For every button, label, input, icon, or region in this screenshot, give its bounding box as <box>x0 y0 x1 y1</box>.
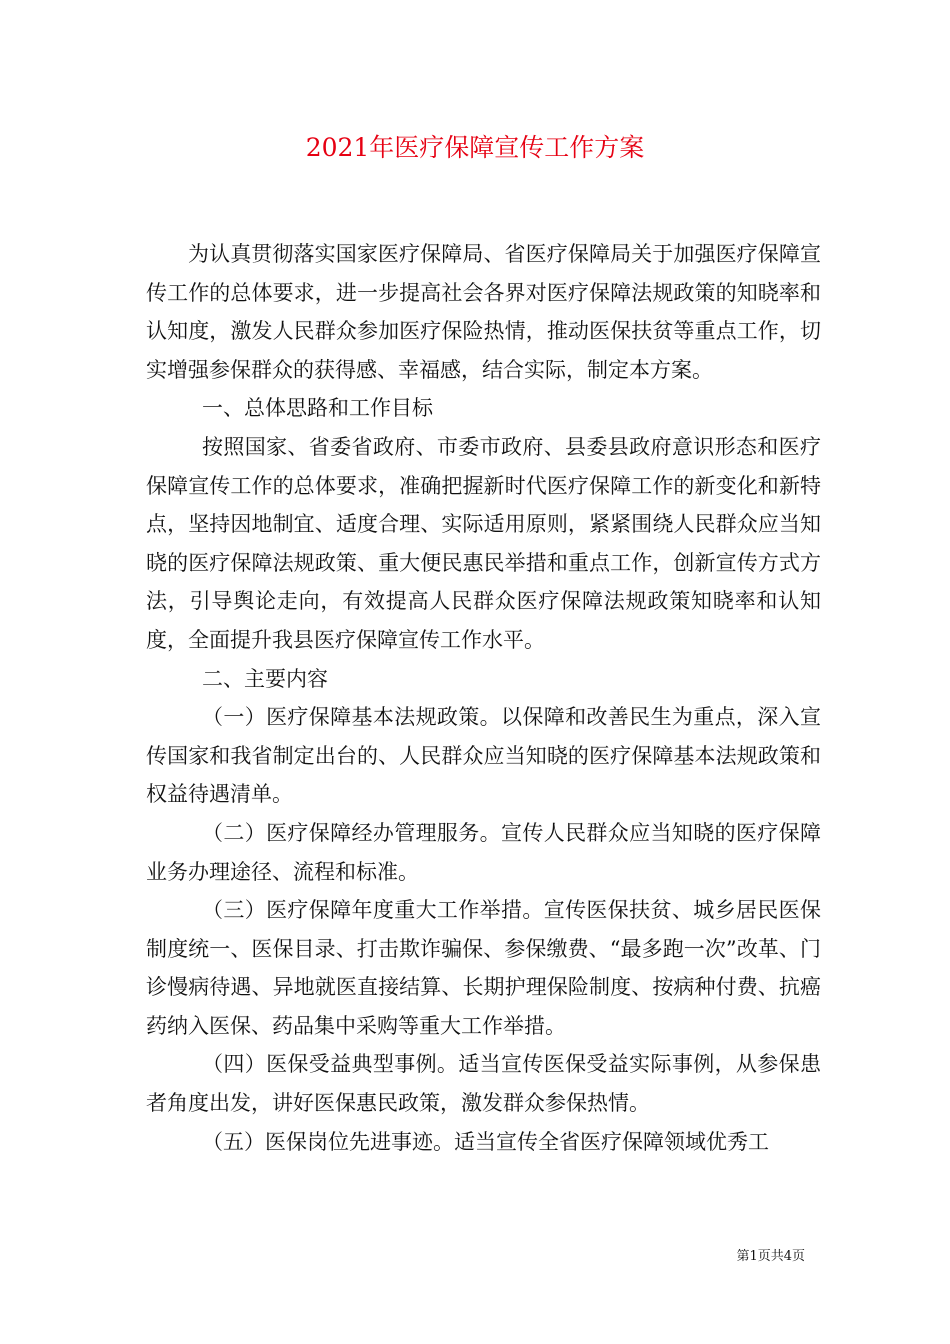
document-title: 2021年医疗保障宣传工作方案 <box>305 133 645 162</box>
paragraph-item-2: （二）医疗保障经办管理服务。宣传人民群众应当知晓的医疗保障业务办理途径、流程和标准。 <box>146 820 821 884</box>
paragraph-item-4: （四）医保受益典型事例。适当宣传医保受益实际事例，从参保患者角度出发，讲好医保惠民政策，激发群众参保热情。 <box>146 1052 821 1116</box>
page-number: 第1页共4页 <box>736 1249 805 1264</box>
paragraph-item-1: （一）医疗保障基本法规政策。以保障和改善民生为重点，深入宣传国家和我省制定出台的、人民群众应当知晓的医疗保障基本法规政策和权益待遇清单。 <box>146 705 821 807</box>
heading-section-2: 二、主要内容 <box>202 666 328 691</box>
paragraph-item-5: （五）医保岗位先进事迹。适当宣传全省医疗保障领域优秀工 <box>202 1129 769 1154</box>
paragraph-section-1: 按照国家、省委省政府、市委市政府、县委县政府意识形态和医疗保障宣传工作的总体要求，准确把握新时代医疗保障工作的新变化和新特点，坚持因地制宜、适度合理、实际适用原则，紧紧围绕人民群众应当知晓的医疗保障法规政策、重大便民惠民举措和重点工作，创新宣传方式方法，引导舆论走向，有效提高人民群众医疗保障法规政策知晓率和认知度，全面提升我县医疗保障宣传工作水平。 <box>146 434 821 652</box>
heading-section-1: 一、总体思路和工作目标 <box>202 396 433 421</box>
paragraph-item-3: （三）医疗保障年度重大工作举措。宣传医保扶贫、城乡居民医保制度统一、医保目录、打击欺诈骗保、参保缴费、“最多跑一次”改革、门诊慢病待遇、异地就医直接结算、长期护理保险制度、按病种付费、抗癌药纳入医保、药品集中采购等重大工作举措。 <box>146 898 821 1038</box>
document-body <box>146 235 821 1161</box>
paragraph-intro: 为认真贯彻落实国家医疗保障局、省医疗保障局关于加强医疗保障宣传工作的总体要求，进一步提高社会各界对医疗保障法规政策的知晓率和认知度，激发人民群众参加医疗保险热情，推动医保扶贫等重点工作，切实增强参保群众的获得感、幸福感，结合实际，制定本方案。 <box>146 242 821 382</box>
